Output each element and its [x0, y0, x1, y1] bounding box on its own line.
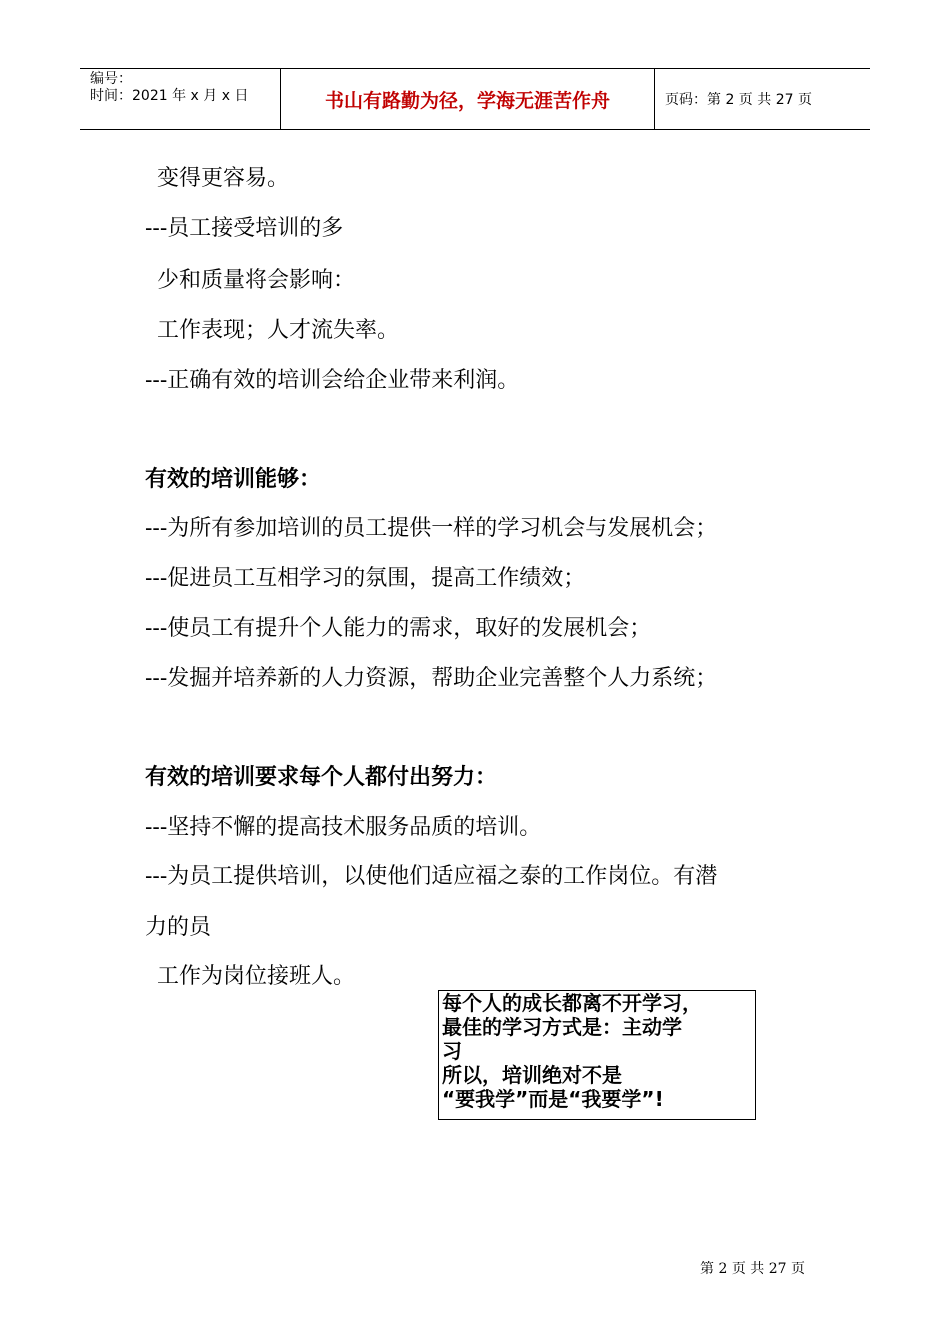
body-line: 少和质量将会影响：	[157, 268, 356, 293]
section-title: 有效的培训能够：	[145, 467, 322, 492]
body-line: 变得更容易。	[157, 166, 290, 191]
section-item: ---促进员工互相学习的氛围，提高工作绩效；	[145, 566, 586, 591]
section-item: ---为所有参加培训的员工提供一样的学习机会与发展机会；	[145, 516, 718, 541]
section-title: 有效的培训要求每个人都付出努力：	[145, 765, 498, 790]
body-line: ---员工接受培训的多	[145, 216, 344, 241]
header-time-label: 时间：2021 年 x 月 x 日	[90, 88, 249, 104]
header-motto: 书山有路勤为径，学海无涯苦作舟	[281, 69, 655, 129]
quote-line: 所以，培训绝对不是	[442, 1063, 622, 1087]
section-item: 力的员	[145, 915, 212, 940]
quote-line: 习	[442, 1039, 462, 1063]
section-item: ---为员工提供培训，以使他们适应福之泰的工作岗位。有潜	[145, 864, 718, 889]
quote-line: 最佳的学习方式是：主动学	[442, 1015, 682, 1039]
section-item: ---坚持不懈的提高技术服务品质的培训。	[145, 815, 542, 840]
page-footer: 第 2 页 共 27 页	[700, 1261, 805, 1277]
section-item: 工作为岗位接班人。	[157, 964, 356, 989]
header-page-label: 页码：第 2 页 共 27 页	[665, 92, 812, 108]
body-line: ---正确有效的培训会给企业带来利润。	[145, 368, 520, 393]
header-number-label: 编号：	[90, 71, 132, 87]
quote-line: “要我学”而是“我要学”!	[442, 1087, 664, 1111]
page-header	[80, 68, 870, 130]
body-line: 工作表现；人才流失率。	[157, 318, 400, 343]
section-item: ---发掘并培养新的人力资源，帮助企业完善整个人力系统；	[145, 666, 718, 691]
quote-box	[438, 990, 756, 1120]
section-item: ---使员工有提升个人能力的需求，取好的发展机会；	[145, 616, 652, 641]
quote-line: 每个人的成长都离不开学习，	[442, 991, 702, 1015]
header-meta	[80, 69, 281, 129]
